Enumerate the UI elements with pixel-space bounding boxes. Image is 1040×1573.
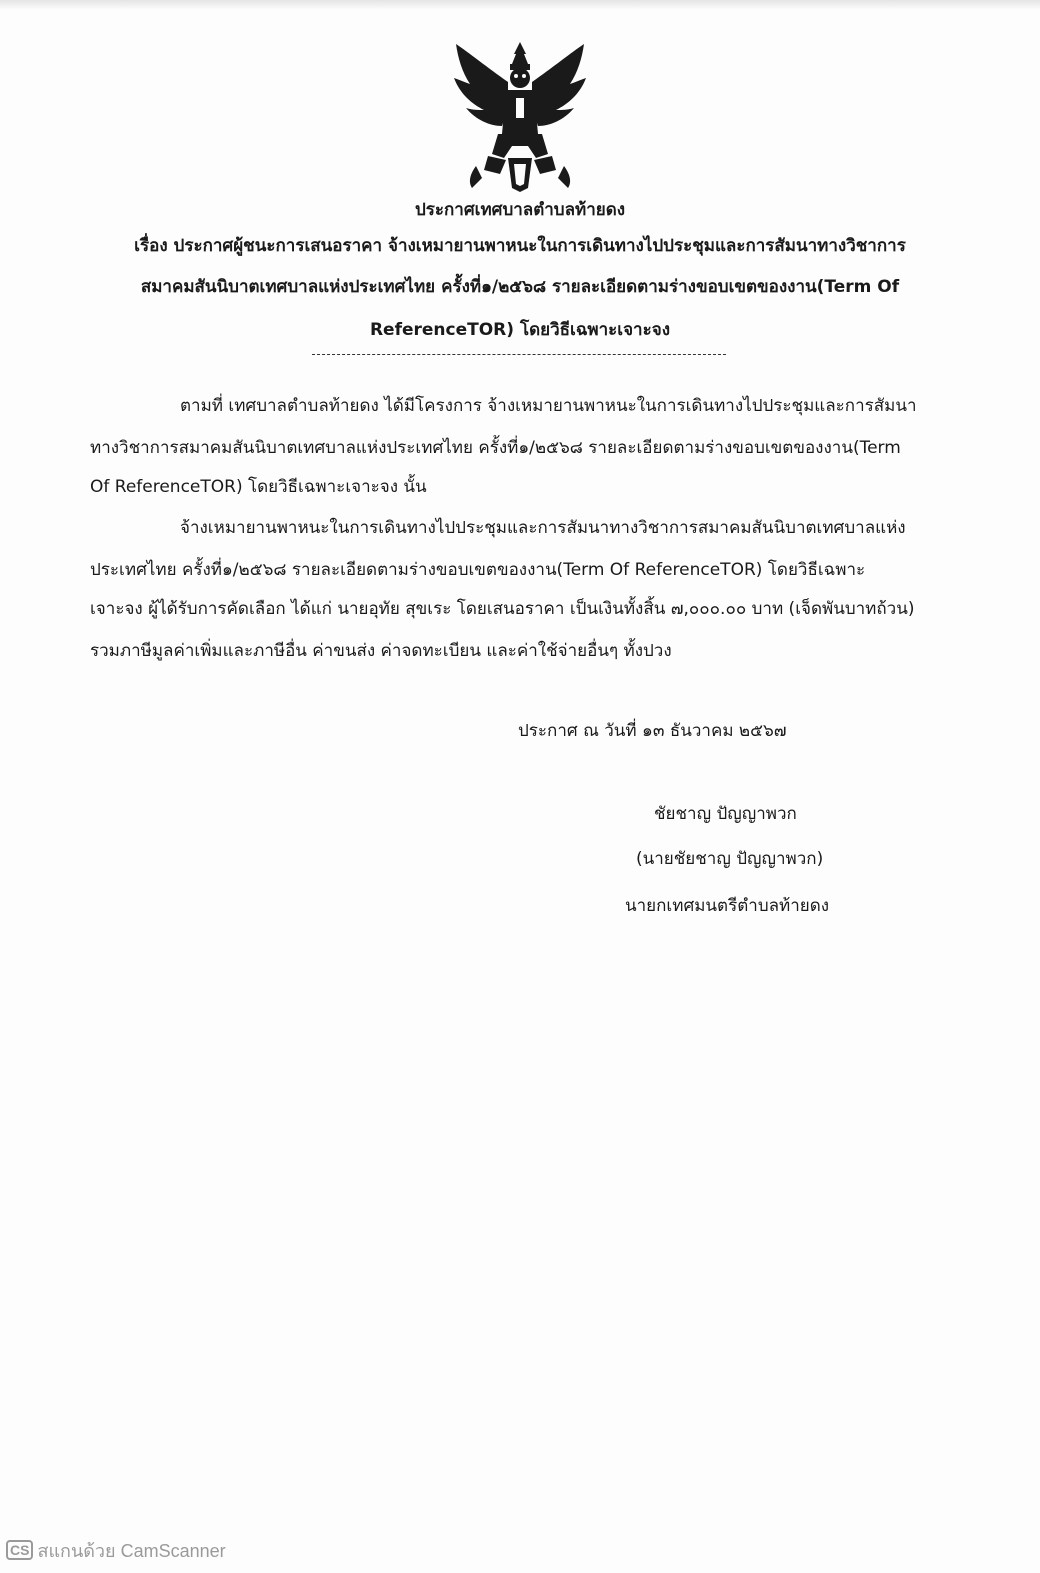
body-line-1: ตามที่ เทศบาลตำบลท้ายดง ได้มีโครงการ จ้างเหมายานพาหนะในการเดินทางไปประชุมและการสัมนา — [180, 396, 917, 416]
body-line-6: เจาะจง ผู้ได้รับการคัดเลือก ได้แก่ นายอุทัย สุขเระ โดยเสนอราคา เป็นเงินทั้งสิ้น ๗,๐๐๐.๐๐ บาท (เจ็ดพันบาทถ้วน) — [90, 599, 915, 619]
announcement-date: ประกาศ ณ วันที่ ๑๓ ธันวาคม ๒๕๖๗ — [518, 721, 787, 741]
camscanner-watermark — [6, 1536, 226, 1565]
watermark-text: สแกนด้วย CamScanner — [37, 1541, 226, 1561]
camscanner-logo-icon: CS — [6, 1540, 33, 1560]
body-line-3: Of ReferenceTOR) โดยวิธีเฉพาะเจาะจง นั้น — [90, 477, 427, 497]
signature: ชัยชาญ ปัญญาพวก — [654, 804, 797, 824]
signer-position: นายกเทศมนตรีตำบลท้ายดง — [625, 896, 830, 916]
subject-line-3: ReferenceTOR) โดยวิธีเฉพาะเจาะจง — [369, 320, 671, 340]
body-line-2: ทางวิชาการสมาคมสันนิบาตเทศบาลแห่งประเทศไทย ครั้งที่๑/๒๕๖๘ รายละเอียดตามร่างขอบเขตของงาน(Term — [90, 438, 901, 458]
announcement-title: ประกาศเทศบาลตำบลท้ายดง — [414, 200, 626, 220]
signer-full-name: (นายชัยชาญ ปัญญาพวก) — [636, 849, 824, 869]
body-line-4: จ้างเหมายานพาหนะในการเดินทางไปประชุมและการสัมนาทางวิชาการสมาคมสันนิบาตเทศบาลแห่ง — [180, 518, 906, 538]
garuda-emblem-icon — [448, 38, 592, 194]
body-line-5: ประเทศไทย ครั้งที่๑/๒๕๖๘ รายละเอียดตามร่างขอบเขตของงาน(Term Of ReferenceTOR) โดยวิธีเฉพาะ — [90, 560, 866, 580]
subject-line-1: เรื่อง ประกาศผู้ชนะการเสนอราคา จ้างเหมายานพาหนะในการเดินทางไปประชุมและการสัมนาทางวิชาการ — [134, 236, 906, 256]
separator-line — [312, 354, 726, 355]
body-line-7: รวมภาษีมูลค่าเพิ่มและภาษีอื่น ค่าขนส่ง ค่าจดทะเบียน และค่าใช้จ่ายอื่นๆ ทั้งปวง — [90, 641, 672, 661]
scan-top-edge — [0, 0, 1040, 10]
subject-line-2: สมาคมสันนิบาตเทศบาลแห่งประเทศไทย ครั้งที่๑/๒๕๖๘ รายละเอียดตามร่างขอบเขตของงาน(Term Of — [140, 277, 900, 297]
